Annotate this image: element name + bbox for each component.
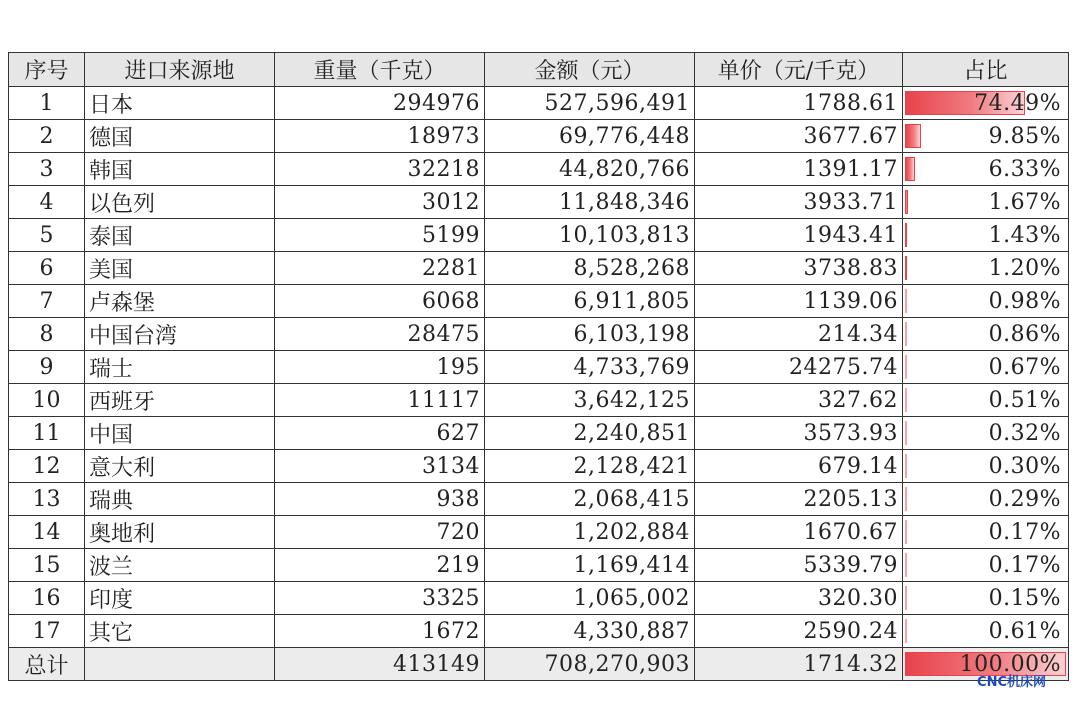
row-source: 中国台湾 xyxy=(85,318,275,351)
row-index: 10 xyxy=(9,384,85,417)
row-weight: 32218 xyxy=(275,153,485,186)
row-amount: 2,240,851 xyxy=(485,417,695,450)
row-share: 0.17% xyxy=(988,552,1061,578)
row-share: 1.20% xyxy=(988,255,1061,281)
row-share: 74.49% xyxy=(974,90,1061,116)
watermark: CNC机床网 xyxy=(977,675,1046,690)
row-source: 瑞典 xyxy=(85,483,275,516)
row-index: 4 xyxy=(9,186,85,219)
row-index: 2 xyxy=(9,120,85,153)
header-share: 占比 xyxy=(903,53,1069,87)
row-index: 16 xyxy=(9,582,85,615)
table-row xyxy=(9,252,1069,285)
row-weight: 2281 xyxy=(275,252,485,285)
header-index: 序号 xyxy=(9,53,85,87)
row-weight: 627 xyxy=(275,417,485,450)
row-source: 波兰 xyxy=(85,549,275,582)
total-label: 总计 xyxy=(9,648,85,681)
row-amount: 1,202,884 xyxy=(485,516,695,549)
row-weight: 294976 xyxy=(275,87,485,120)
row-share: 0.17% xyxy=(988,519,1061,545)
row-amount: 3,642,125 xyxy=(485,384,695,417)
row-index: 15 xyxy=(9,549,85,582)
row-share: 0.86% xyxy=(988,321,1061,347)
row-index: 6 xyxy=(9,252,85,285)
row-share-cell xyxy=(903,285,1069,318)
row-source: 以色列 xyxy=(85,186,275,219)
row-share: 0.15% xyxy=(988,585,1061,611)
share-bar xyxy=(905,289,907,313)
row-weight: 28475 xyxy=(275,318,485,351)
share-bar xyxy=(905,388,907,412)
row-share-cell xyxy=(903,615,1069,648)
row-share: 0.98% xyxy=(988,288,1061,314)
row-source: 意大利 xyxy=(85,450,275,483)
table-row xyxy=(9,285,1069,318)
row-amount: 1,065,002 xyxy=(485,582,695,615)
total-unit-price: 1714.32 xyxy=(695,648,903,681)
row-amount: 4,733,769 xyxy=(485,351,695,384)
row-share: 0.32% xyxy=(988,420,1061,446)
row-share-cell xyxy=(903,219,1069,252)
row-source: 瑞士 xyxy=(85,351,275,384)
total-row xyxy=(9,648,1069,681)
share-bar xyxy=(905,586,907,610)
row-index: 3 xyxy=(9,153,85,186)
import-source-table xyxy=(8,52,1069,681)
row-unit-price: 24275.74 xyxy=(695,351,903,384)
row-share: 0.51% xyxy=(988,387,1061,413)
row-unit-price: 679.14 xyxy=(695,450,903,483)
row-weight: 6068 xyxy=(275,285,485,318)
row-share: 9.85% xyxy=(988,123,1061,149)
row-weight: 3325 xyxy=(275,582,485,615)
row-unit-price: 327.62 xyxy=(695,384,903,417)
row-source: 西班牙 xyxy=(85,384,275,417)
row-index: 5 xyxy=(9,219,85,252)
row-weight: 720 xyxy=(275,516,485,549)
header-amount: 金额（元） xyxy=(485,53,695,87)
row-unit-price: 2590.24 xyxy=(695,615,903,648)
row-index: 14 xyxy=(9,516,85,549)
table-row xyxy=(9,450,1069,483)
table-row xyxy=(9,516,1069,549)
row-source: 德国 xyxy=(85,120,275,153)
row-weight: 18973 xyxy=(275,120,485,153)
row-share-cell xyxy=(903,450,1069,483)
row-source: 其它 xyxy=(85,615,275,648)
row-source: 中国 xyxy=(85,417,275,450)
row-index: 9 xyxy=(9,351,85,384)
row-share: 1.67% xyxy=(988,189,1061,215)
share-bar xyxy=(905,487,907,511)
row-share-cell xyxy=(903,318,1069,351)
row-unit-price: 3573.93 xyxy=(695,417,903,450)
row-amount: 2,128,421 xyxy=(485,450,695,483)
row-unit-price: 5339.79 xyxy=(695,549,903,582)
row-share-cell xyxy=(903,153,1069,186)
row-share: 0.67% xyxy=(988,354,1061,380)
share-bar xyxy=(905,619,907,643)
header-source: 进口来源地 xyxy=(85,53,275,87)
row-weight: 938 xyxy=(275,483,485,516)
row-weight: 195 xyxy=(275,351,485,384)
total-source-cell xyxy=(85,648,275,681)
row-amount: 4,330,887 xyxy=(485,615,695,648)
row-share-cell xyxy=(903,351,1069,384)
row-amount: 11,848,346 xyxy=(485,186,695,219)
row-share-cell xyxy=(903,483,1069,516)
table-row xyxy=(9,120,1069,153)
share-bar xyxy=(905,421,907,445)
row-share: 0.29% xyxy=(988,486,1061,512)
row-source: 印度 xyxy=(85,582,275,615)
row-unit-price: 214.34 xyxy=(695,318,903,351)
row-amount: 6,103,198 xyxy=(485,318,695,351)
table-row xyxy=(9,582,1069,615)
table-row xyxy=(9,186,1069,219)
share-bar xyxy=(905,124,921,148)
row-source: 奥地利 xyxy=(85,516,275,549)
row-index: 13 xyxy=(9,483,85,516)
share-bar xyxy=(905,223,907,247)
row-source: 美国 xyxy=(85,252,275,285)
row-unit-price: 1391.17 xyxy=(695,153,903,186)
table-row xyxy=(9,417,1069,450)
row-index: 7 xyxy=(9,285,85,318)
header-weight: 重量（千克） xyxy=(275,53,485,87)
share-bar xyxy=(905,190,908,214)
share-bar xyxy=(905,322,907,346)
row-source: 韩国 xyxy=(85,153,275,186)
share-bar xyxy=(905,355,907,379)
row-share-cell xyxy=(903,549,1069,582)
row-source: 日本 xyxy=(85,87,275,120)
row-unit-price: 1670.67 xyxy=(695,516,903,549)
row-share-cell xyxy=(903,120,1069,153)
header-unit-price: 单价（元/千克） xyxy=(695,53,903,87)
row-share: 0.30% xyxy=(988,453,1061,479)
row-unit-price: 1943.41 xyxy=(695,219,903,252)
row-source: 卢森堡 xyxy=(85,285,275,318)
row-share-cell xyxy=(903,186,1069,219)
total-share: 100.00% xyxy=(959,651,1061,677)
row-weight: 3134 xyxy=(275,450,485,483)
row-index: 8 xyxy=(9,318,85,351)
table-row xyxy=(9,318,1069,351)
row-weight: 5199 xyxy=(275,219,485,252)
row-weight: 3012 xyxy=(275,186,485,219)
row-unit-price: 1788.61 xyxy=(695,87,903,120)
table-row xyxy=(9,615,1069,648)
total-amount: 708,270,903 xyxy=(485,648,695,681)
row-amount: 527,596,491 xyxy=(485,87,695,120)
row-share: 1.43% xyxy=(988,222,1061,248)
row-unit-price: 3738.83 xyxy=(695,252,903,285)
row-weight: 219 xyxy=(275,549,485,582)
row-amount: 69,776,448 xyxy=(485,120,695,153)
row-share-cell xyxy=(903,417,1069,450)
row-amount: 10,103,813 xyxy=(485,219,695,252)
row-index: 1 xyxy=(9,87,85,120)
row-amount: 6,911,805 xyxy=(485,285,695,318)
share-bar xyxy=(905,520,907,544)
row-share-cell xyxy=(903,516,1069,549)
table-row xyxy=(9,219,1069,252)
header-row xyxy=(9,53,1069,87)
row-amount: 44,820,766 xyxy=(485,153,695,186)
row-share-cell xyxy=(903,252,1069,285)
row-index: 11 xyxy=(9,417,85,450)
table-row xyxy=(9,87,1069,120)
row-share-cell xyxy=(903,87,1069,120)
total-weight: 413149 xyxy=(275,648,485,681)
table-row xyxy=(9,483,1069,516)
row-share-cell xyxy=(903,582,1069,615)
share-bar xyxy=(905,553,907,577)
row-share: 0.61% xyxy=(988,618,1061,644)
row-weight: 11117 xyxy=(275,384,485,417)
row-weight: 1672 xyxy=(275,615,485,648)
share-bar xyxy=(905,256,907,280)
table-row xyxy=(9,549,1069,582)
row-amount: 8,528,268 xyxy=(485,252,695,285)
row-unit-price: 2205.13 xyxy=(695,483,903,516)
row-amount: 1,169,414 xyxy=(485,549,695,582)
row-unit-price: 3677.67 xyxy=(695,120,903,153)
share-bar xyxy=(905,454,907,478)
row-source: 泰国 xyxy=(85,219,275,252)
table-row xyxy=(9,153,1069,186)
share-bar xyxy=(905,157,915,181)
row-unit-price: 320.30 xyxy=(695,582,903,615)
row-share-cell xyxy=(903,384,1069,417)
row-index: 17 xyxy=(9,615,85,648)
row-unit-price: 1139.06 xyxy=(695,285,903,318)
row-unit-price: 3933.71 xyxy=(695,186,903,219)
table-row xyxy=(9,351,1069,384)
row-index: 12 xyxy=(9,450,85,483)
table-row xyxy=(9,384,1069,417)
row-share: 6.33% xyxy=(988,156,1061,182)
row-amount: 2,068,415 xyxy=(485,483,695,516)
